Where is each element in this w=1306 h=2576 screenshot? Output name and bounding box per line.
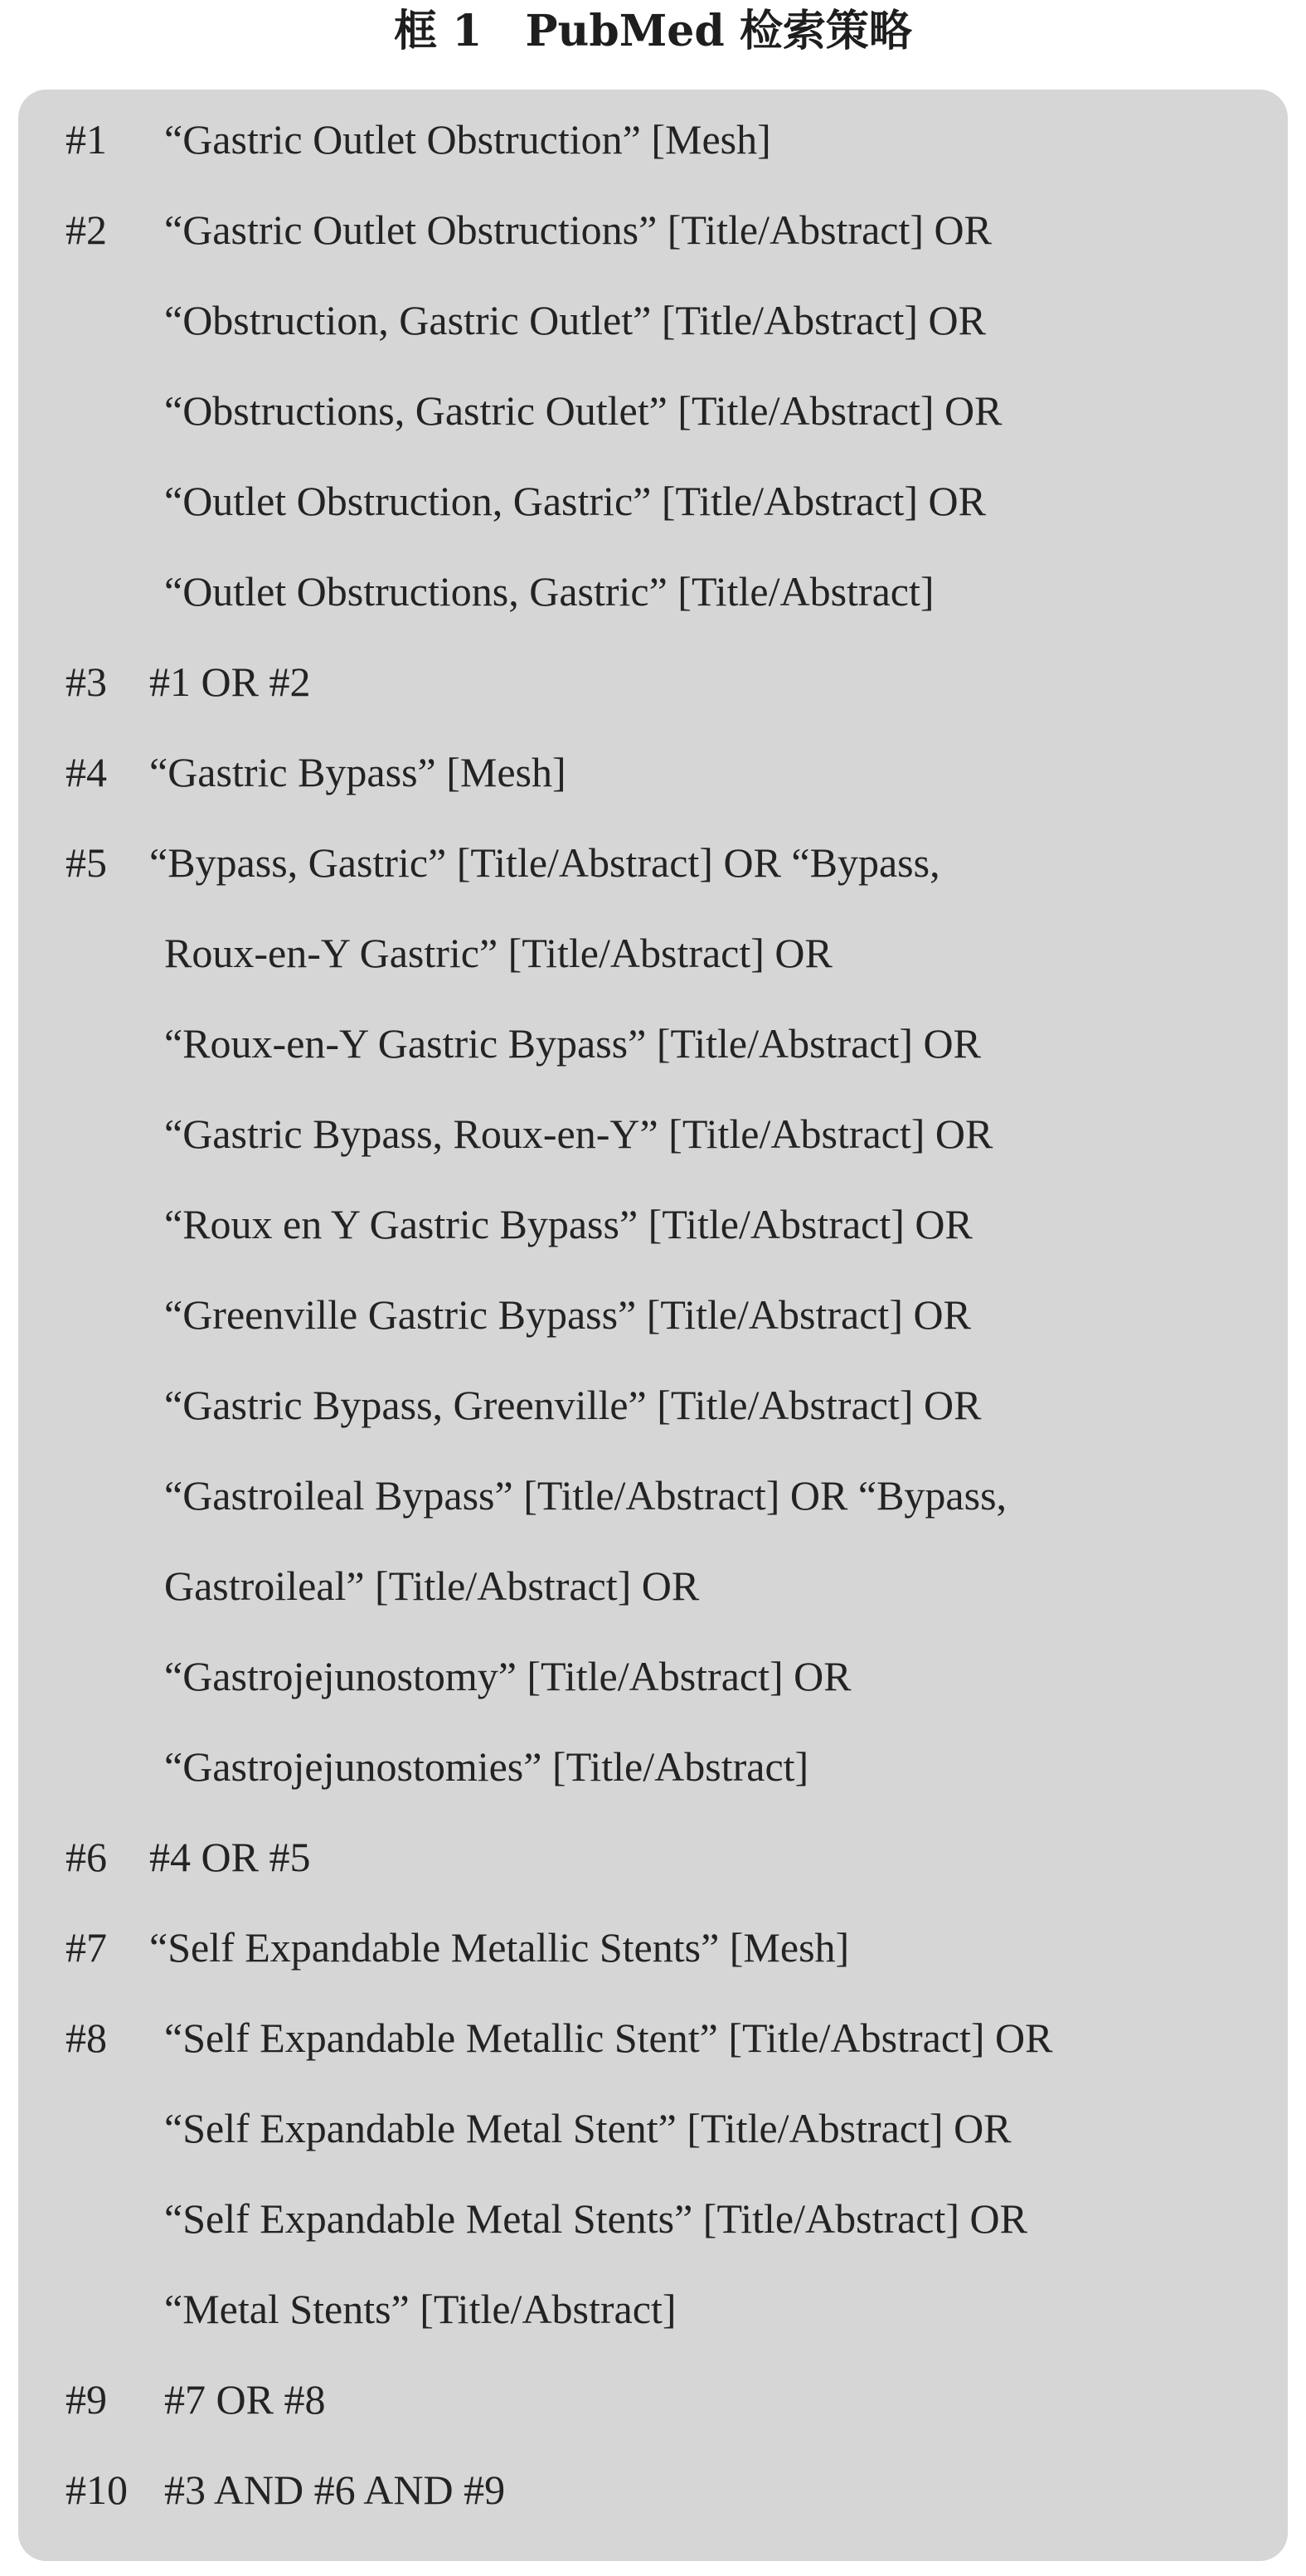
strategy-line [18, 2083, 1288, 2174]
line-number: #3 [66, 659, 107, 705]
line-text: “Metal Stents” [Title/Abstract] [164, 2286, 677, 2332]
strategy-line [18, 2264, 1288, 2355]
strategy-line [18, 1993, 1288, 2083]
line-number: #6 [66, 1834, 107, 1880]
line-text: “Gastrojejunostomies” [Title/Abstract] [164, 1743, 809, 1790]
strategy-line [18, 1270, 1288, 1360]
strategy-line [18, 1812, 1288, 1903]
strategy-line [18, 818, 1288, 908]
line-text: “Obstruction, Gastric Outlet” [Title/Abstract] OR [164, 297, 987, 343]
strategy-line [18, 637, 1288, 727]
line-number: #9 [66, 2376, 107, 2423]
strategy-line [18, 1360, 1288, 1451]
strategy-line [18, 1903, 1288, 1993]
strategy-line [18, 2174, 1288, 2264]
search-strategy-box [18, 90, 1288, 2561]
line-number: #2 [66, 207, 107, 253]
strategy-line [18, 908, 1288, 999]
strategy-line [18, 2355, 1288, 2445]
strategy-line [18, 1722, 1288, 1812]
line-text: “Self Expandable Metal Stent” [Title/Abstract] OR [164, 2105, 1012, 2151]
strategy-line [18, 1451, 1288, 1541]
line-text: “Gastric Outlet Obstruction” [Mesh] [164, 116, 771, 163]
line-text: #7 OR #8 [164, 2376, 326, 2423]
line-text: “Gastric Outlet Obstructions” [Title/Abstract] OR [164, 207, 992, 253]
line-text: #4 OR #5 [149, 1834, 311, 1880]
line-text: “Gastric Bypass, Roux-en-Y” [Title/Abstract] OR [164, 1111, 993, 1157]
line-number: #5 [66, 839, 107, 886]
strategy-line [18, 727, 1288, 818]
strategy-line [18, 1541, 1288, 1631]
strategy-line [18, 456, 1288, 547]
line-text: Gastroileal” [Title/Abstract] OR [164, 1563, 700, 1609]
strategy-line [18, 275, 1288, 366]
line-text: “Outlet Obstruction, Gastric” [Title/Abstract] OR [164, 478, 987, 524]
line-text: “Greenville Gastric Bypass” [Title/Abstract] OR [164, 1291, 971, 1338]
line-number: #4 [66, 749, 107, 795]
strategy-line [18, 2445, 1288, 2535]
box-title: 框 1 PubMed 检索策略 [394, 6, 912, 56]
strategy-line [18, 999, 1288, 1089]
line-text: #1 OR #2 [149, 659, 311, 705]
line-text: “Self Expandable Metallic Stent” [Title/Abstract] OR [164, 2015, 1053, 2061]
line-text: “Gastroileal Bypass” [Title/Abstract] OR “Bypass, [164, 1472, 1007, 1519]
strategy-line [18, 1631, 1288, 1722]
line-number: #8 [66, 2015, 107, 2061]
line-text: “Self Expandable Metallic Stents” [Mesh] [149, 1924, 850, 1971]
strategy-line [18, 95, 1288, 185]
strategy-line [18, 1089, 1288, 1179]
line-text: “Roux en Y Gastric Bypass” [Title/Abstract] OR [164, 1201, 973, 1247]
line-text: “Gastric Bypass, Greenville” [Title/Abstract] OR [164, 1382, 982, 1428]
line-text: “Obstructions, Gastric Outlet” [Title/Abstract] OR [164, 387, 1003, 434]
line-text: “Bypass, Gastric” [Title/Abstract] OR “Bypass, [149, 839, 940, 886]
line-number: #10 [66, 2467, 128, 2513]
line-number: #1 [66, 116, 107, 163]
line-text: “Gastrojejunostomy” [Title/Abstract] OR [164, 1653, 852, 1699]
strategy-line [18, 547, 1288, 637]
strategy-line [18, 366, 1288, 456]
line-text: “Outlet Obstructions, Gastric” [Title/Abstract] [164, 568, 935, 615]
line-text: “Self Expandable Metal Stents” [Title/Abstract] OR [164, 2195, 1027, 2242]
line-text: “Roux-en-Y Gastric Bypass” [Title/Abstract] OR [164, 1020, 982, 1067]
strategy-line [18, 185, 1288, 275]
line-number: #7 [66, 1924, 107, 1971]
strategy-line [18, 1179, 1288, 1270]
line-text: “Gastric Bypass” [Mesh] [149, 749, 566, 795]
line-text: Roux-en-Y Gastric” [Title/Abstract] OR [164, 930, 833, 976]
line-text: #3 AND #6 AND #9 [164, 2467, 506, 2513]
